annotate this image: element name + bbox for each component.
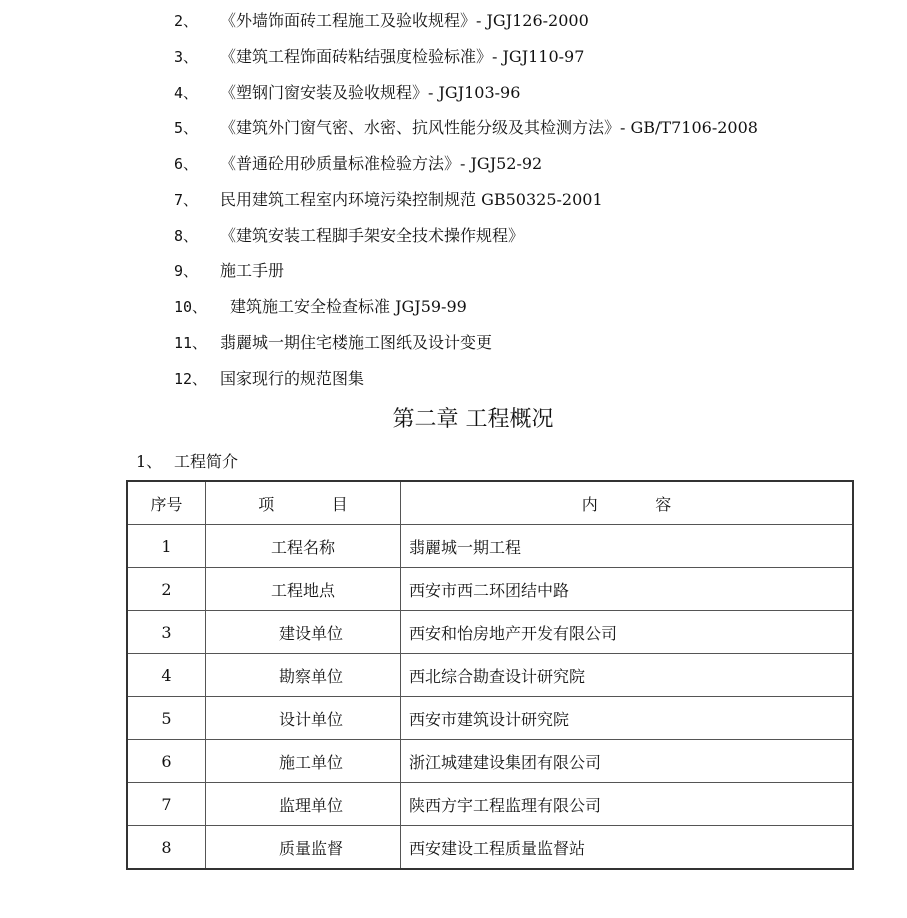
reference-text: 《普通砼用砂质量标准检验方法》- JGJ52-92 <box>220 154 543 173</box>
header-content <box>401 481 854 525</box>
table-header-row <box>127 481 853 525</box>
header-content-label: 内容 <box>581 494 729 514</box>
reference-item <box>174 331 492 355</box>
reference-text: 建筑施工安全检查标准 JGJ59-99 <box>230 297 467 316</box>
row-item: 质量监督 <box>206 826 401 870</box>
section-heading <box>136 450 238 474</box>
row-item: 工程地点 <box>206 568 401 611</box>
reference-text: 翡麗城一期住宅楼施工图纸及设计变更 <box>220 333 493 352</box>
row-content: 陕西方宇工程监理有限公司 <box>401 783 854 826</box>
reference-number: 2、 <box>174 12 199 30</box>
row-content: 西北综合勘查设计研究院 <box>401 654 854 697</box>
row-number: 1 <box>127 525 206 568</box>
row-item: 勘察单位 <box>206 654 401 697</box>
row-number: 4 <box>127 654 206 697</box>
header-item-label: 项目 <box>258 494 406 514</box>
reference-item <box>174 295 467 319</box>
project-overview-table <box>126 480 854 870</box>
row-item: 施工单位 <box>206 740 401 783</box>
reference-item <box>174 224 524 248</box>
section-number: 1、 <box>136 452 163 471</box>
reference-number: 3、 <box>174 48 199 66</box>
header-item <box>206 481 406 525</box>
reference-text: 《外墙饰面砖工程施工及验收规程》- JGJ126-2000 <box>220 11 589 30</box>
row-content: 浙江城建建设集团有限公司 <box>401 740 854 783</box>
reference-item <box>174 367 364 391</box>
reference-number: 11、 <box>174 334 208 352</box>
reference-number: 7、 <box>174 191 199 209</box>
row-content: 西安市西二环团结中路 <box>401 568 854 611</box>
row-number: 8 <box>127 826 206 870</box>
reference-item <box>174 259 284 283</box>
reference-number: 10、 <box>174 298 208 316</box>
reference-text: 《塑钢门窗安装及验收规程》- JGJ103-96 <box>220 83 521 102</box>
reference-number: 4、 <box>174 84 199 102</box>
reference-number: 12、 <box>174 370 208 388</box>
reference-text: 《建筑安装工程脚手架安全技术操作规程》 <box>220 226 525 245</box>
header-number: 序号 <box>127 481 206 525</box>
row-number: 3 <box>127 611 206 654</box>
row-number: 5 <box>127 697 206 740</box>
table-row <box>127 740 853 783</box>
row-content: 西安建设工程质量监督站 <box>401 826 854 870</box>
table-row <box>127 611 853 654</box>
section-title: 工程简介 <box>174 452 239 471</box>
reference-text: 民用建筑工程室内环境污染控制规范 GB50325-2001 <box>220 190 603 209</box>
row-item: 设计单位 <box>206 697 401 740</box>
reference-number: 5、 <box>174 119 199 137</box>
reference-text: 《建筑外门窗气密、水密、抗风性能分级及其检测方法》- GB/T7106-2008 <box>220 118 758 137</box>
table-row <box>127 783 853 826</box>
row-content: 翡麗城一期工程 <box>401 525 854 568</box>
row-item: 工程名称 <box>206 525 401 568</box>
table-row <box>127 568 853 611</box>
reference-number: 8、 <box>174 227 199 245</box>
reference-text: 施工手册 <box>220 261 285 280</box>
reference-item <box>174 188 603 212</box>
table-row <box>127 525 853 568</box>
reference-item <box>174 116 758 140</box>
row-content: 西安和怡房地产开发有限公司 <box>401 611 854 654</box>
row-content: 西安市建筑设计研究院 <box>401 697 854 740</box>
row-item: 监理单位 <box>206 783 401 826</box>
row-item: 建设单位 <box>206 611 401 654</box>
reference-text: 国家现行的规范图集 <box>220 369 365 388</box>
reference-text: 《建筑工程饰面砖粘结强度检验标准》- JGJ110-97 <box>220 47 585 66</box>
reference-number: 6、 <box>174 155 199 173</box>
row-number: 2 <box>127 568 206 611</box>
reference-item <box>174 152 542 176</box>
reference-item <box>174 81 520 105</box>
table-row <box>127 654 853 697</box>
table-row <box>127 826 853 870</box>
reference-item <box>174 9 589 33</box>
table-row <box>127 697 853 740</box>
row-number: 6 <box>127 740 206 783</box>
row-number: 7 <box>127 783 206 826</box>
reference-number: 9、 <box>174 262 199 280</box>
chapter-title: 第二章 工程概况 <box>392 407 554 432</box>
reference-item <box>174 45 584 69</box>
